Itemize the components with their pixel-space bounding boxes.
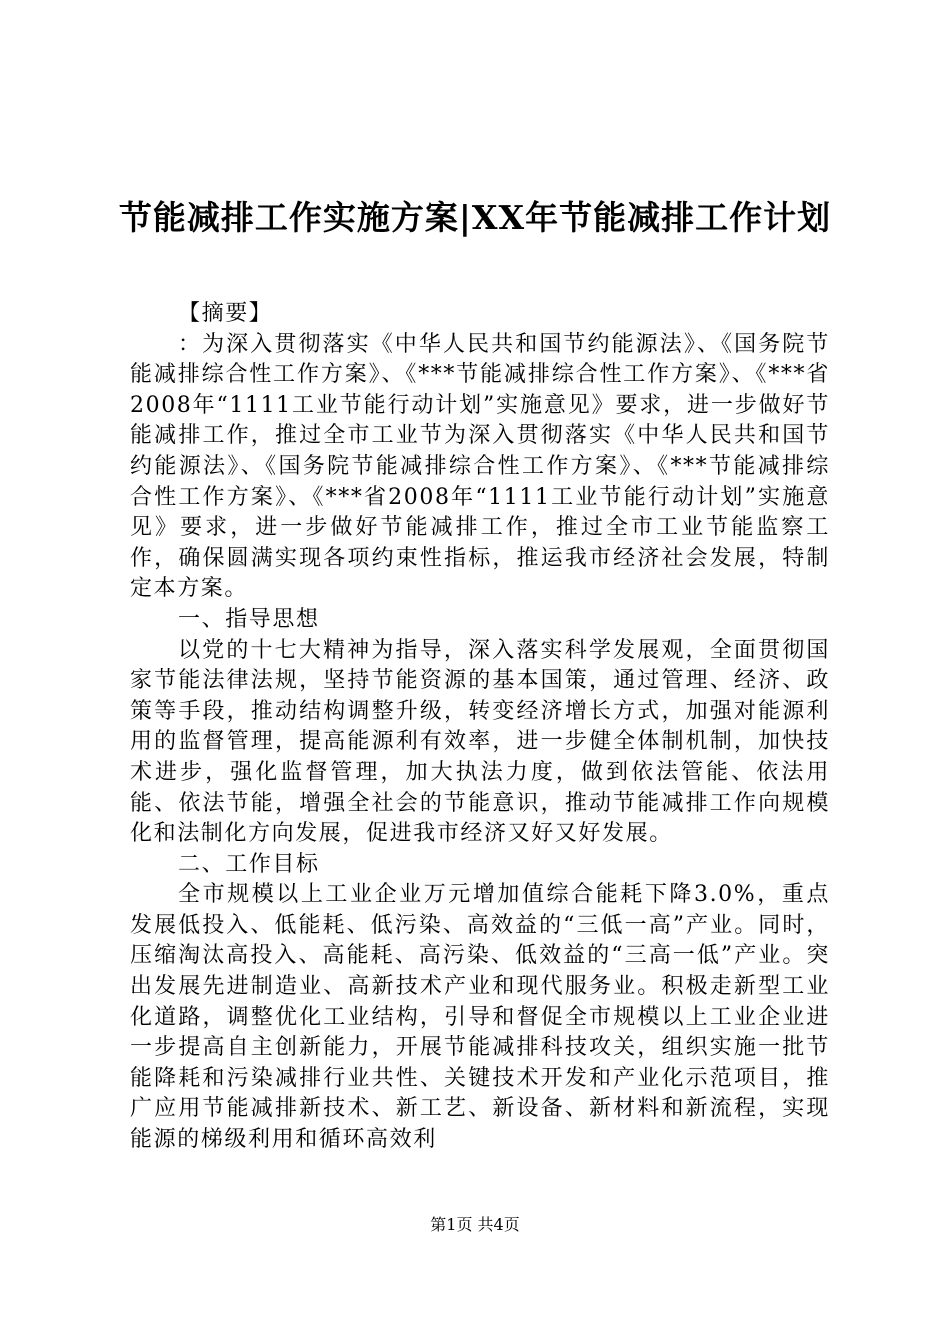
page-footer: 第1页 共4页	[430, 1215, 520, 1234]
abstract-text: ：为深入贯彻落实《中华人民共和国节约能源法》、《国务院节能减排综合性工作方案》、《***节能减排综合性工作方案》、《***省2008年“1111工业节能行动计划”实施意见》要求，进一步做好节能减排工作，推过全市工业节为深入贯彻落实《中华人民共和国节约能源法》、《国务院节能减排综合性工作方案》、《***节能减排综合性工作方案》、《***省2008年“1111工业节能行动计划”实施意见》要求，进一步做好节能减排工作，推过全市工业节能监察工作，确保圆满实现各项约束性指标，推运我市经济社会发展，特制定本方案。	[130, 331, 830, 602]
section-heading-guiding-ideology: 一、指导思想	[178, 606, 320, 632]
section-text-work-goals: 全市规模以上工业企业万元增加值综合能耗下降3.0%，重点发展低投入、低能耗、低污染、高效益的“三低一高”产业。同时，压缩淘汰高投入、高能耗、高污染、低效益的“三高一低”产业。突出发展先进制造业、高新技术产业和现代服务业。积极走新型工业化道路，调整优化工业结构，引导和督促全市规模以上工业企业进一步提高自主创新能力，开展节能减排科技攻关，组织实施一批节能降耗和污染减排行业共性、关键技术开发和产业化示范项目，推广应用节能减排新技术、新工艺、新设备、新材料和新流程，实现能源的梯级利用和循环高效利	[130, 882, 830, 1153]
section-text-guiding-ideology: 以党的十七大精神为指导，深入落实科学发展观，全面贯彻国家节能法律法规，坚持节能资源的基本国策，通过管理、经济、政策等手段，推动结构调整升级，转变经济增长方式，加强对能源利用的监督管理，提高能源利有效率，进一步健全体制机制，加快技术进步，强化监督管理，加大执法力度，做到依法管能、依法用能、依法节能，增强全社会的节能意识，推动节能减排工作向规模化和法制化方向发展，促进我市经济又好又好发展。	[130, 637, 830, 847]
abstract-label: 【摘要】	[178, 301, 273, 326]
document-title: 节能减排工作实施方案|XX年节能减排工作计划	[118, 198, 832, 237]
document-body	[130, 299, 830, 1156]
section-heading-work-goals: 二、工作目标	[178, 851, 320, 877]
